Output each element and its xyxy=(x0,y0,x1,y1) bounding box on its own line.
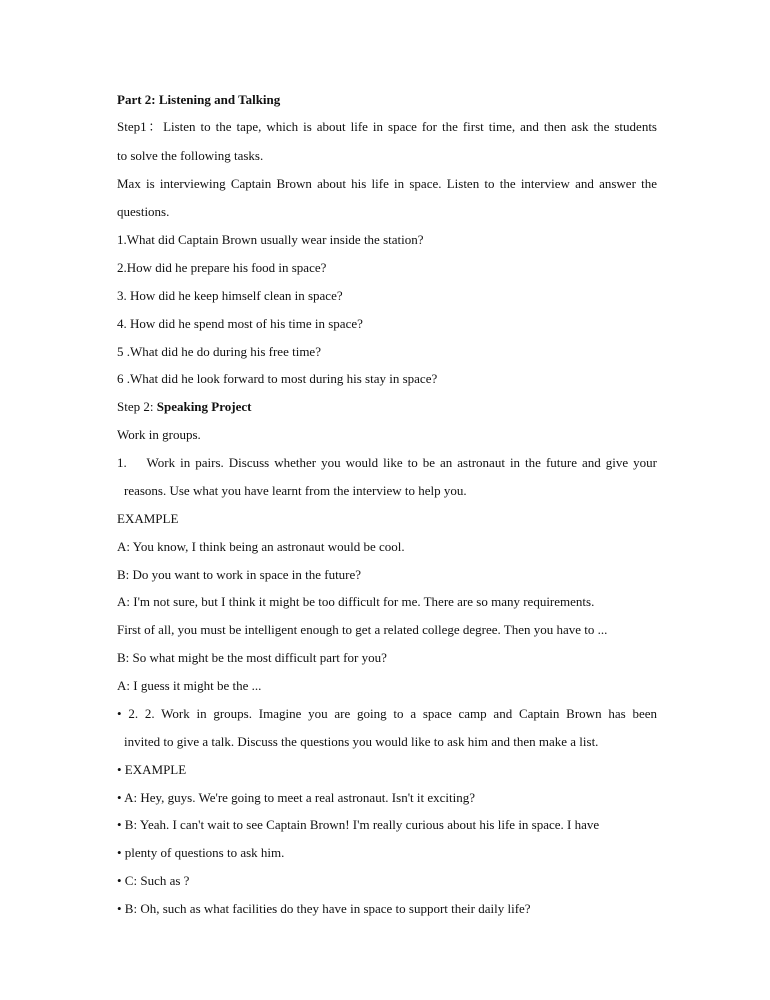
interview-intro-line2: questions. xyxy=(117,204,170,219)
question-item: 3. How did he keep himself clean in space? xyxy=(117,288,343,303)
dialogue-line: B: So what might be the most difficult part for you? xyxy=(117,650,387,665)
question-item: 1.What did Captain Brown usually wear inside the station? xyxy=(117,232,424,247)
bullet-line: • B: Yeah. I can't wait to see Captain Brown! I'm really curious about his life in space. I have xyxy=(117,817,600,832)
section-title: Part 2: Listening and Talking xyxy=(117,92,281,107)
step1-text-line1: Step1：Listen to the tape, which is about life in space for the first time, and then ask the students xyxy=(117,119,657,134)
step1-text-line2: to solve the following tasks. xyxy=(117,148,264,163)
question-item: 5 .What did he do during his free time? xyxy=(117,344,321,359)
bullet-line: • EXAMPLE xyxy=(117,762,187,777)
task2-line1: • 2. 2. Work in groups. Imagine you are going to a space camp and Captain Brown has been xyxy=(117,706,657,721)
bullet-line: • plenty of questions to ask him. xyxy=(117,845,285,860)
example-label: EXAMPLE xyxy=(117,511,179,526)
step2-heading xyxy=(117,399,657,415)
task2-line2: invited to give a talk. Discuss the questions you would like to ask him and then make a list. xyxy=(124,734,599,749)
dialogue-line: A: I guess it might be the ... xyxy=(117,678,262,693)
dialogue-line: A: I'm not sure, but I think it might be too difficult for me. There are so many requirements. xyxy=(117,594,595,609)
bullet-line: • A: Hey, guys. We're going to meet a real astronaut. Isn't it exciting? xyxy=(117,790,476,805)
interview-intro-line1: Max is interviewing Captain Brown about his life in space. Listen to the interview and answer the xyxy=(117,176,657,191)
dialogue-line: B: Do you want to work in space in the future? xyxy=(117,567,362,582)
bullet-line: • B: Oh, such as what facilities do they have in space to support their daily life? xyxy=(117,901,531,916)
dialogue-line: A: You know, I think being an astronaut would be cool. xyxy=(117,539,405,554)
step2-bold-label: Speaking Project xyxy=(156,399,252,414)
task1-line2: reasons. Use what you have learnt from the interview to help you. xyxy=(124,483,467,498)
task1-line1: 1. Work in pairs. Discuss whether you would like to be an astronaut in the future and give your xyxy=(117,455,657,470)
question-item: 6 .What did he look forward to most during his stay in space? xyxy=(117,371,438,386)
dialogue-line: First of all, you must be intelligent enough to get a related college degree. Then you have to ... xyxy=(117,622,608,637)
work-in-groups: Work in groups. xyxy=(117,427,201,442)
question-item: 2.How did he prepare his food in space? xyxy=(117,260,327,275)
bullet-line: • C: Such as ? xyxy=(117,873,190,888)
step2-prefix: Step 2: xyxy=(117,399,157,414)
question-item: 4. How did he spend most of his time in space? xyxy=(117,316,363,331)
